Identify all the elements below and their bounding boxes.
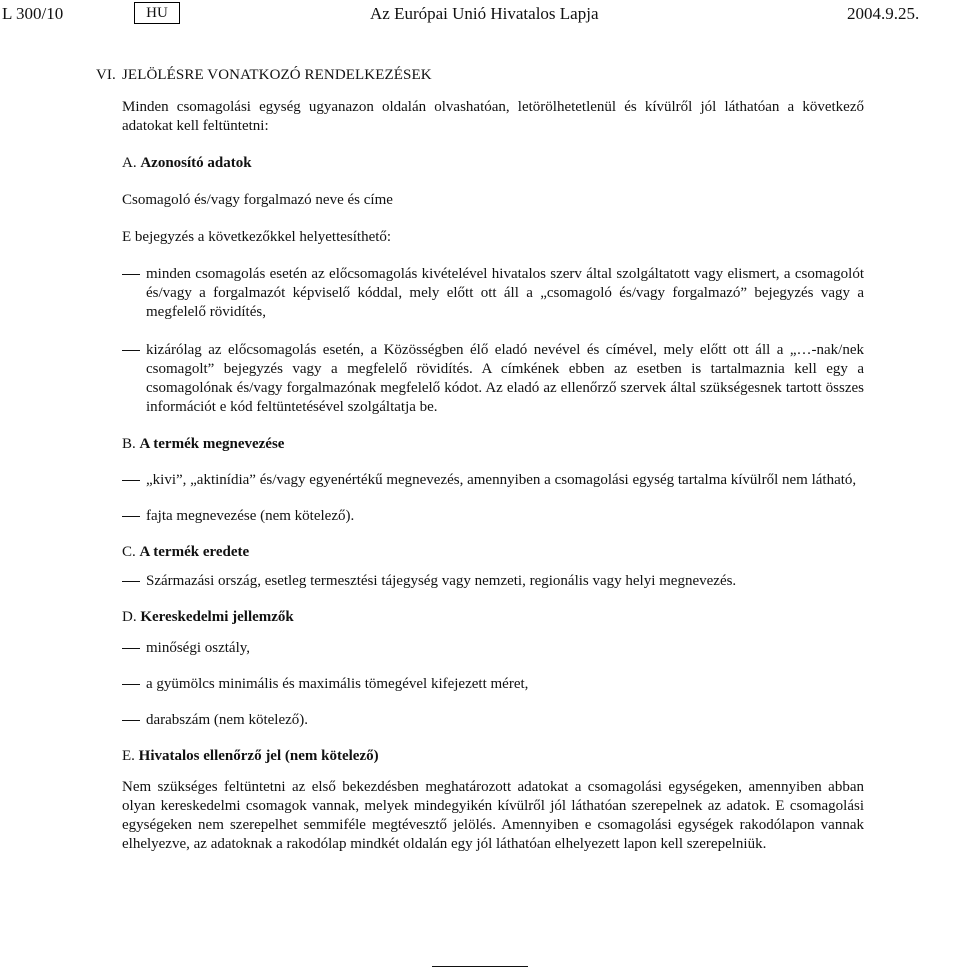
- page-number: L 300/10: [2, 4, 64, 23]
- paragraph: Nem szükséges feltüntetni az első bekezdésben meghatározott adatokat a csomagolási egységeken, amennyiben abban olyan kereskedelmi csomagok vannak, melyek mindegyikén kívülről jól láthatóan szerepelnek az adatok. E csomagolási egységeken nem szerepelhet semmiféle megtévesztő jelölés. Amennyiben e csomagolási egységek rakodólapon vannak elhelyezve, az adatoknak a rakodólap mindkét oldalán egy jól láthatóan elhelyezett lapon kell szerepelniük.: [122, 779, 864, 852]
- subsection-title: Hivatalos ellenőrző jel (nem kötelező): [138, 748, 379, 764]
- dash-list-item: minőségi osztály,: [122, 639, 864, 658]
- subsection-letter: E.: [122, 748, 135, 764]
- section-heading: [96, 66, 864, 85]
- dash-list-item: darabszám (nem kötelező).: [122, 711, 864, 730]
- dash-list-item: kizárólag az előcsomagolás esetén, a Közösségben élő eladó nevével és címével, mely előtt ott áll a „…-nak/nek csomagolt” bejegyzés vagy a megfelelő rövidítés. A címkének ebben az esetben is tartalmaznia kell egy a csomagolónak és/vagy forgalmazónak megfelelő kódot. Az eladó az ellenőrző szervek által szükségesnek tartott összes információt e kód feltüntetésével szolgáltatja be.: [122, 341, 864, 417]
- subsection-letter: D.: [122, 609, 137, 625]
- section-title: JELÖLÉSRE VONATKOZÓ RENDELKEZÉSEK: [122, 67, 432, 83]
- subsection-letter: A.: [122, 155, 137, 171]
- subsection-title: A termék megnevezése: [139, 436, 285, 452]
- journal-title: Az Európai Unió Hivatalos Lapja: [370, 4, 599, 23]
- paragraph: E bejegyzés a következőkkel helyettesíthető:: [122, 229, 392, 245]
- language-code-box: HU: [134, 2, 180, 24]
- dash-list-item: a gyümölcs minimális és maximális tömegével kifejezett méret,: [122, 675, 864, 694]
- subsection-letter: B.: [122, 436, 136, 452]
- subsection-heading-d: [122, 608, 864, 627]
- dash-list-item: minden csomagolás esetén az előcsomagolás kivételével hivatalos szerv által szolgáltatott vagy elismert, a csomagolót és/vagy a forgalmazót képviselő kóddal, mely előtt ott áll a „csomagoló és/vagy forgalmazó” bejegyzés vagy a megfelelő rövidítés,: [122, 265, 864, 322]
- subsection-heading-b: [122, 435, 864, 454]
- publication-date: 2004.9.25.: [847, 4, 920, 23]
- subsection-title: A termék eredete: [139, 544, 250, 560]
- footer-rule: [432, 966, 528, 967]
- subsection-heading-e: [122, 747, 864, 766]
- subsection-letter: C.: [122, 544, 136, 560]
- subsection-heading-a: [122, 154, 864, 173]
- subsection-title: Kereskedelmi jellemzők: [140, 609, 294, 625]
- page-header: [0, 2, 960, 24]
- section-intro: Minden csomagolási egység ugyanazon oldalán olvashatóan, letörölhetetlenül és kívülről jól láthatóan a következő adatokat kell feltüntetni:: [122, 99, 864, 134]
- subsection-title: Azonosító adatok: [140, 155, 252, 171]
- subsection-heading-c: [122, 543, 864, 562]
- section-number: VI.: [96, 67, 116, 83]
- dash-list-item: „kivi”, „aktinídia” és/vagy egyenértékű megnevezés, amennyiben a csomagolási egység tartalma kívülről nem látható,: [122, 471, 864, 490]
- dash-list-item: fajta megnevezése (nem kötelező).: [122, 507, 864, 526]
- document-body: [96, 66, 864, 854]
- paragraph: Csomagoló és/vagy forgalmazó neve és címe: [122, 192, 393, 208]
- dash-list-item: Származási ország, esetleg termesztési tájegység vagy nemzeti, regionális vagy helyi megnevezés.: [122, 572, 864, 591]
